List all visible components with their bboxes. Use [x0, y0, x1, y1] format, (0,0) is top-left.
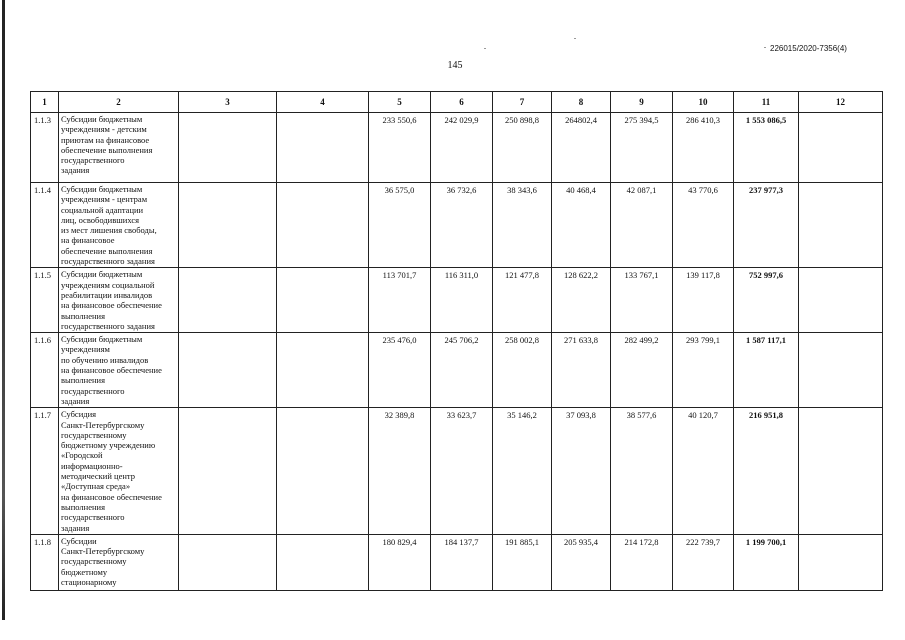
column-header: 6 — [431, 92, 493, 113]
value-cell: 139 117,8 — [673, 268, 734, 333]
column-header: 7 — [493, 92, 552, 113]
value-cell: 33 623,7 — [431, 408, 493, 535]
value-cell: 40 120,7 — [673, 408, 734, 535]
value-cell: 264802,4 — [552, 113, 611, 183]
value-cell: 40 468,4 — [552, 183, 611, 268]
value-cell: 42 087,1 — [611, 183, 673, 268]
value-cell: 205 935,4 — [552, 534, 611, 590]
table-row — [31, 268, 883, 333]
value-cell: 282 499,2 — [611, 333, 673, 408]
value-cell: 128 622,2 — [552, 268, 611, 333]
empty-cell — [799, 183, 883, 268]
column-header: 8 — [552, 92, 611, 113]
value-cell: 38 343,6 — [493, 183, 552, 268]
row-name: Субсидия Санкт-Петербургскому государственному бюджетному учреждению «Городской информационно- методический центр «Доступная среда» на финансовое обеспечение выполнения государственного задания — [59, 408, 179, 535]
row-name: Субсидии бюджетным учреждениям по обучению инвалидов на финансовое обеспечение выполнения государственного задания — [59, 333, 179, 408]
value-cell: 286 410,3 — [673, 113, 734, 183]
value-cell: 214 172,8 — [611, 534, 673, 590]
column-header: 2 — [59, 92, 179, 113]
value-cell: 38 577,6 — [611, 408, 673, 535]
table-row — [31, 408, 883, 535]
row-code: 1.1.7 — [31, 408, 59, 535]
row-code: 1.1.6 — [31, 333, 59, 408]
value-cell: 233 550,6 — [369, 113, 431, 183]
document-id: 226015/2020-7356(4) — [770, 44, 847, 53]
value-cell: 113 701,7 — [369, 268, 431, 333]
total-cell: 752 997,6 — [734, 268, 799, 333]
value-cell: 36 732,6 — [431, 183, 493, 268]
empty-cell — [277, 183, 369, 268]
column-header: 12 — [799, 92, 883, 113]
empty-cell — [799, 268, 883, 333]
value-cell: 271 633,8 — [552, 333, 611, 408]
row-code: 1.1.4 — [31, 183, 59, 268]
empty-cell — [179, 183, 277, 268]
empty-cell — [799, 113, 883, 183]
row-name: Субсидии бюджетным учреждениям социальной реабилитации инвалидов на финансовое обеспечение выполнения государственного задания — [59, 268, 179, 333]
table-row — [31, 333, 883, 408]
table-header-row — [31, 92, 883, 113]
value-cell: 242 029,9 — [431, 113, 493, 183]
total-cell: 1 199 700,1 — [734, 534, 799, 590]
value-cell: 133 767,1 — [611, 268, 673, 333]
value-cell: 180 829,4 — [369, 534, 431, 590]
table-row — [31, 113, 883, 183]
row-code: 1.1.5 — [31, 268, 59, 333]
total-cell: 1 587 117,1 — [734, 333, 799, 408]
value-cell: 235 476,0 — [369, 333, 431, 408]
value-cell: 245 706,2 — [431, 333, 493, 408]
scan-speck — [764, 47, 766, 48]
empty-cell — [179, 408, 277, 535]
value-cell: 35 146,2 — [493, 408, 552, 535]
empty-cell — [179, 268, 277, 333]
value-cell: 36 575,0 — [369, 183, 431, 268]
empty-cell — [799, 534, 883, 590]
column-header: 5 — [369, 92, 431, 113]
value-cell: 191 885,1 — [493, 534, 552, 590]
value-cell: 43 770,6 — [673, 183, 734, 268]
empty-cell — [277, 113, 369, 183]
total-cell: 1 553 086,5 — [734, 113, 799, 183]
empty-cell — [799, 333, 883, 408]
scan-speck — [574, 38, 576, 39]
empty-cell — [277, 333, 369, 408]
empty-cell — [277, 534, 369, 590]
scan-edge-mark — [2, 0, 5, 620]
value-cell: 222 739,7 — [673, 534, 734, 590]
empty-cell — [179, 333, 277, 408]
table-row — [31, 183, 883, 268]
value-cell: 293 799,1 — [673, 333, 734, 408]
empty-cell — [277, 268, 369, 333]
value-cell: 258 002,8 — [493, 333, 552, 408]
empty-cell — [179, 534, 277, 590]
value-cell: 121 477,8 — [493, 268, 552, 333]
value-cell: 37 093,8 — [552, 408, 611, 535]
row-code: 1.1.3 — [31, 113, 59, 183]
total-cell: 237 977,3 — [734, 183, 799, 268]
column-header: 4 — [277, 92, 369, 113]
column-header: 10 — [673, 92, 734, 113]
table-row — [31, 534, 883, 590]
value-cell: 250 898,8 — [493, 113, 552, 183]
row-name: Субсидии бюджетным учреждениям - детским приютам на финансовое обеспечение выполнения государственного задания — [59, 113, 179, 183]
scan-speck — [484, 48, 486, 49]
row-code: 1.1.8 — [31, 534, 59, 590]
row-name: Субсидии Санкт-Петербургскому государственному бюджетному стационарному — [59, 534, 179, 590]
empty-cell — [799, 408, 883, 535]
column-header: 3 — [179, 92, 277, 113]
value-cell: 275 394,5 — [611, 113, 673, 183]
total-cell: 216 951,8 — [734, 408, 799, 535]
value-cell: 184 137,7 — [431, 534, 493, 590]
empty-cell — [179, 113, 277, 183]
value-cell: 116 311,0 — [431, 268, 493, 333]
row-name: Субсидии бюджетным учреждениям - центрам социальной адаптации лиц, освободившихся из мест лишения свободы, на финансовое обеспечение выполнения государственного задания — [59, 183, 179, 268]
budget-table — [30, 91, 883, 591]
empty-cell — [277, 408, 369, 535]
page-number: 145 — [447, 60, 463, 71]
column-header: 9 — [611, 92, 673, 113]
column-header: 11 — [734, 92, 799, 113]
column-header: 1 — [31, 92, 59, 113]
value-cell: 32 389,8 — [369, 408, 431, 535]
